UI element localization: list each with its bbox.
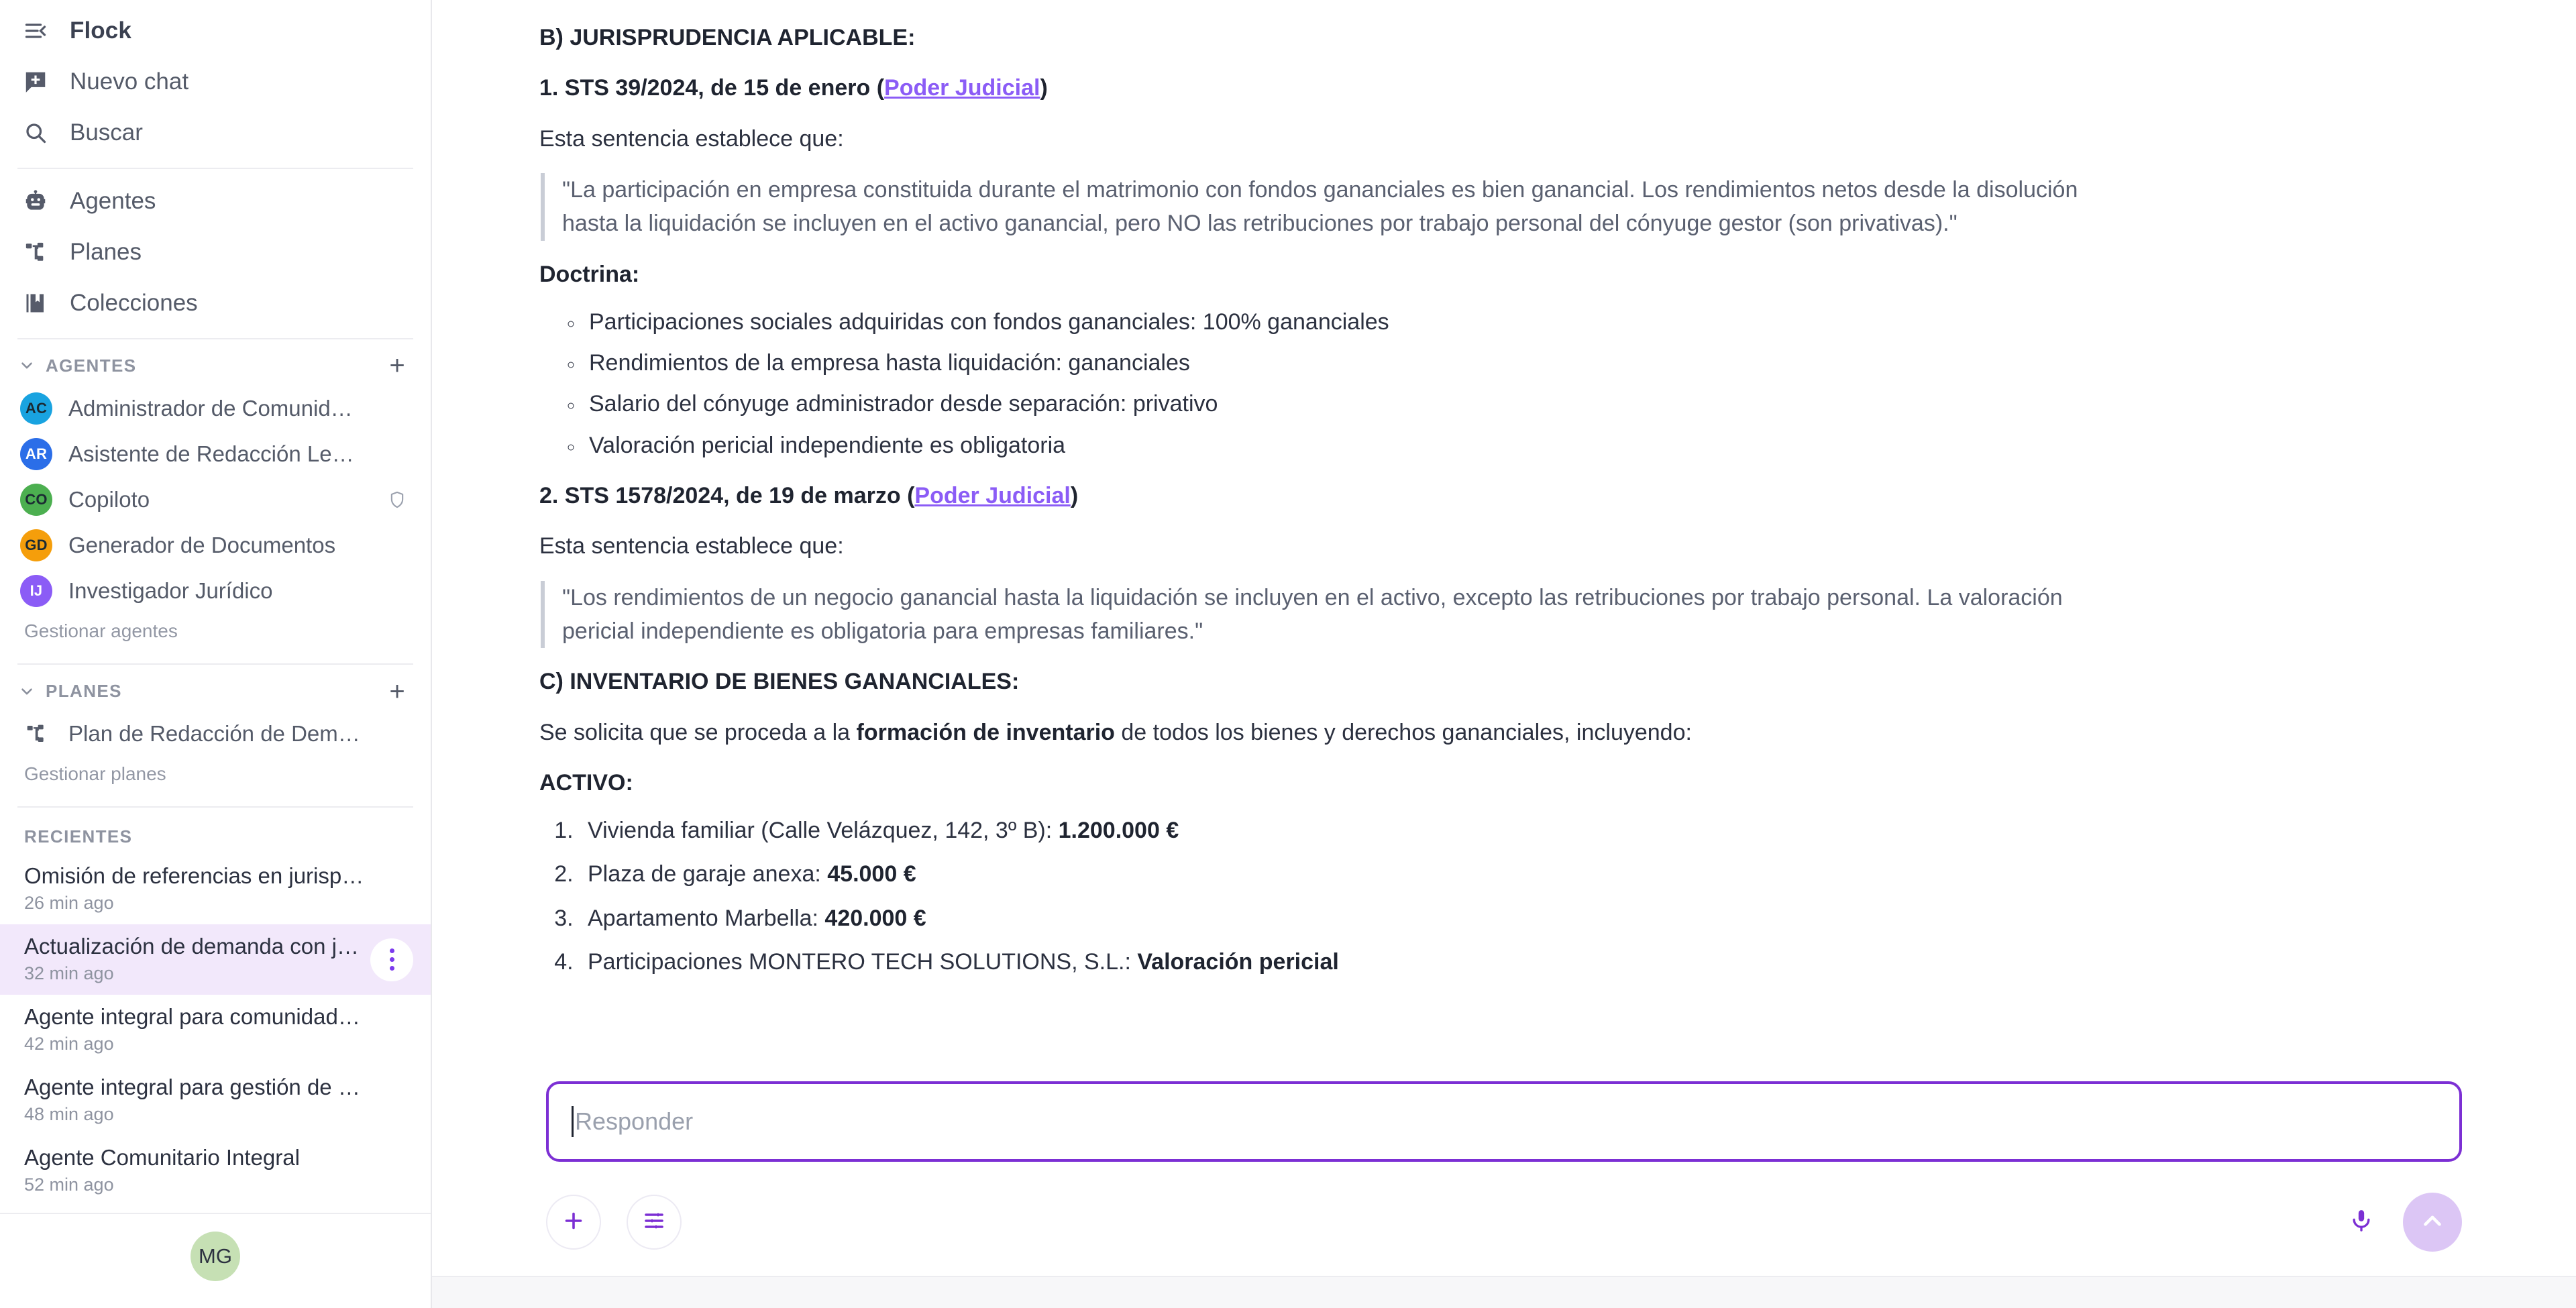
add-agent-button[interactable]: + [389, 351, 405, 381]
activo-item-value: Valoración pericial [1137, 949, 1339, 975]
avatar: IJ [20, 575, 52, 607]
list-item: ◦ Rendimientos de la empresa hasta liquidación: gananciales [584, 347, 2102, 380]
inventario-intro-bold: formación de inventario [856, 719, 1115, 745]
paren-close: ) [1040, 75, 1048, 101]
main-panel [432, 0, 2576, 1308]
heading-inventario: C) INVENTARIO DE BIENES GANANCIALES: [539, 669, 1020, 695]
activo-list [539, 814, 2102, 979]
recent-chat-item[interactable] [0, 1136, 431, 1206]
list-item: ◦ Salario del cónyuge administrador desde separación: privativo [584, 388, 2102, 421]
collections-icon [20, 288, 51, 319]
list-item [580, 902, 2102, 935]
avatar: AR [20, 438, 52, 470]
activo-item-text: Apartamento Marbella: [588, 905, 825, 931]
plan-tree-icon [20, 718, 52, 750]
sidebar-item-label: Colecciones [70, 290, 198, 316]
chevron-down-icon[interactable] [15, 353, 39, 378]
chevron-down-icon[interactable] [15, 679, 39, 704]
avatar: AC [20, 392, 52, 425]
list-item [580, 814, 2102, 847]
activo-item-value: 1.200.000 € [1058, 818, 1179, 844]
recent-chat-title: Agente integral para comunidad… [24, 1004, 360, 1030]
list-item [580, 858, 2102, 891]
new-chat-icon [20, 66, 51, 97]
sidebar-item-label: Buscar [70, 119, 143, 146]
recent-chat-time: 52 min ago [24, 1175, 114, 1195]
inventario-intro-post: de todos los bienes y derechos gananciales, incluyendo: [1114, 719, 1692, 745]
sidebar-footer [0, 1214, 431, 1308]
agent-name: Generador de Documentos [68, 533, 336, 558]
plan-item-plan-de-redaccion[interactable] [0, 711, 431, 757]
activo-label: ACTIVO: [539, 769, 633, 796]
agents-section-header [0, 346, 431, 386]
case-1-intro: Esta sentencia establece que: [539, 125, 844, 152]
manage-plans-link[interactable]: Gestionar planes [24, 763, 166, 785]
sidebar-divider-4 [17, 806, 413, 808]
settings-button[interactable] [627, 1195, 682, 1250]
recent-chat-item-active[interactable] [0, 924, 431, 995]
agent-item-generador-de-documentos[interactable] [0, 523, 431, 568]
recent-chat-time: 32 min ago [24, 963, 114, 984]
list-item: ◦ Valoración pericial independiente es obligatoria [584, 429, 2102, 462]
plans-section-header [0, 671, 431, 711]
shield-icon [384, 486, 411, 513]
sidebar-item-planes[interactable] [0, 227, 431, 278]
chat-options-menu-button[interactable] [370, 938, 413, 981]
recent-chat-title: Actualización de demanda con j… [24, 934, 359, 959]
plans-section-title: PLANES [46, 681, 122, 702]
plan-tree-icon [20, 237, 51, 268]
case-1-title: 1. STS 39/2024, de 15 de enero [539, 75, 871, 101]
sidebar-divider [17, 168, 413, 169]
sidebar-top [0, 0, 431, 346]
list-item: ◦ Participaciones sociales adquiridas con fondos gananciales: 100% gananciales [584, 306, 2102, 339]
activo-item-value: 420.000 € [824, 905, 926, 931]
sidebar-item-label: Nuevo chat [70, 68, 189, 95]
sidebar-divider-2 [17, 338, 413, 339]
send-message-button[interactable] [2403, 1193, 2462, 1252]
assistant-message [539, 0, 2102, 979]
composer-input-box[interactable] [546, 1081, 2462, 1162]
agent-item-asistente-de-redaccion[interactable] [0, 431, 431, 477]
doctrina-list [539, 306, 2102, 462]
sidebar-item-buscar[interactable] [0, 107, 431, 158]
agent-item-administrador-de-comunidad[interactable] [0, 386, 431, 431]
poder-judicial-link[interactable]: Poder Judicial [914, 483, 1071, 508]
recent-chat-time: 42 min ago [24, 1034, 114, 1054]
recent-chat-item[interactable] [0, 995, 431, 1065]
inventario-intro-pre: Se solicita que se proceda a la [539, 719, 857, 745]
paren-open: ( [870, 75, 885, 101]
manage-agents-link[interactable]: Gestionar agentes [24, 620, 178, 642]
sliders-icon [642, 1209, 666, 1236]
recent-chats-list [0, 854, 431, 1206]
robot-icon [20, 186, 51, 217]
plan-name: Plan de Redacción de Dem… [68, 721, 360, 747]
avatar: GD [20, 529, 52, 561]
case-1-heading [539, 72, 2102, 105]
search-icon [20, 117, 51, 148]
microphone-icon [2348, 1207, 2375, 1238]
agents-section-title: AGENTES [46, 355, 137, 376]
inventario-intro [539, 716, 2102, 749]
sidebar-item-agentes[interactable] [0, 176, 431, 227]
activo-item-text: Participaciones MONTERO TECH SOLUTIONS, S.L.: [588, 949, 1138, 975]
case-2-intro: Esta sentencia establece que: [539, 533, 844, 559]
recent-chat-title: Agente Comunitario Integral [24, 1145, 300, 1170]
doctrina-label: Doctrina: [539, 261, 640, 287]
sidebar-item-colecciones[interactable] [0, 278, 431, 329]
add-plan-button[interactable]: + [389, 676, 405, 706]
send-up-icon [2418, 1207, 2447, 1238]
composer-placeholder: Responder [575, 1107, 694, 1135]
recent-chat-time: 26 min ago [24, 893, 114, 914]
poder-judicial-link[interactable]: Poder Judicial [884, 75, 1040, 101]
case-2-quote: "Los rendimientos de un negocio ganancial hasta la liquidación se incluyen en el activo, excepto las retribuciones por trabajo personal. La valoración pericial independiente es obligatoria para empresas familiares." [541, 581, 2102, 649]
sidebar-brand-row[interactable] [0, 5, 431, 56]
agent-name: Administrador de Comunid… [68, 395, 353, 421]
agent-name: Copiloto [68, 487, 150, 512]
voice-input-button[interactable] [2337, 1198, 2385, 1246]
agent-item-investigador-juridico[interactable] [0, 568, 431, 614]
sidebar-item-nuevo-chat[interactable] [0, 56, 431, 107]
heading-jurisprudencia: B) JURISPRUDENCIA APLICABLE: [539, 25, 916, 50]
recent-chat-item[interactable] [0, 854, 431, 924]
recent-chat-title: Agente integral para gestión de … [24, 1075, 360, 1100]
user-avatar[interactable]: MG [191, 1232, 240, 1281]
recent-chat-title: Omisión de referencias en jurisp… [24, 863, 364, 889]
main-footer-strip [432, 1276, 2576, 1308]
add-attachment-button[interactable] [546, 1195, 601, 1250]
recent-chat-time: 48 min ago [24, 1104, 114, 1125]
activo-item-value: 45.000 € [827, 861, 916, 887]
case-2-heading [539, 480, 2102, 512]
composer [432, 1081, 2576, 1276]
list-item [580, 946, 2102, 979]
conversation-scroll-area[interactable] [432, 0, 2576, 1081]
agent-name: Asistente de Redacción Le… [68, 441, 354, 466]
plus-icon [561, 1209, 586, 1236]
paren-close: ) [1070, 483, 1079, 508]
text-caret [572, 1106, 574, 1137]
agent-item-copiloto[interactable] [0, 477, 431, 523]
case-2-title: 2. STS 1578/2024, de 19 de marzo [539, 483, 901, 508]
paren-open: ( [900, 483, 915, 508]
collapse-sidebar-icon[interactable] [20, 15, 51, 46]
brand-title: Flock [70, 17, 131, 44]
sidebar-divider-3 [17, 663, 413, 665]
avatar: CO [20, 484, 52, 516]
activo-item-text: Vivienda familiar (Calle Velázquez, 142, 3º B): [588, 818, 1059, 844]
case-1-quote: "La participación en empresa constituida durante el matrimonio con fondos gananciales es bien ganancial. Los rendimientos netos desde la disolución hasta la liquidación se incluyen en el activo ganancial, pero NO las retribuciones por trabajo personal del cónyuge gestor (son privativas)." [541, 173, 2102, 241]
recent-chat-item[interactable] [0, 1065, 431, 1136]
composer-toolbar [546, 1168, 2462, 1276]
sidebar-item-label: Agentes [70, 188, 156, 214]
activo-item-text: Plaza de garaje anexa: [588, 861, 828, 887]
agent-name: Investigador Jurídico [68, 578, 273, 604]
more-vertical-icon [390, 948, 394, 971]
sidebar-item-label: Planes [70, 239, 142, 265]
clipped-text-above [539, 0, 2102, 4]
recents-section-title: RECIENTES [24, 826, 133, 847]
sidebar [0, 0, 432, 1308]
